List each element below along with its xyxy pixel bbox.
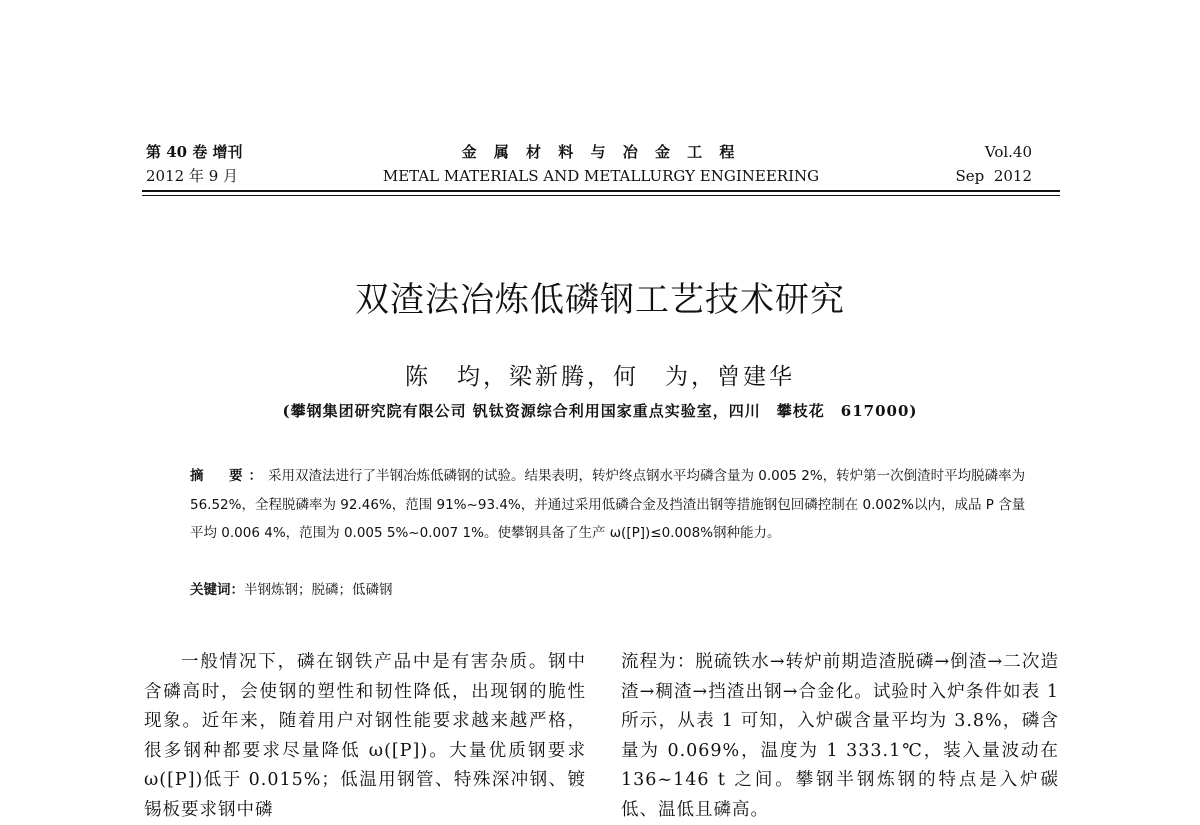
date-cn: 2012 年 9 月 (146, 167, 239, 185)
header-right (956, 140, 1032, 188)
keywords (190, 576, 1030, 604)
header-rule-thin (142, 195, 1060, 196)
keywords-label: 关键词： (190, 582, 244, 598)
date-en: Sep 2012 (955, 167, 1032, 185)
abstract-label: 摘 要： (190, 468, 268, 484)
header-rule-thick (142, 190, 1060, 192)
abstract-text: 采用双渣法进行了半钢冶炼低磷钢的试验。结果表明，转炉终点钢水平均磷含量为 0.005 2%，转炉第一次倒渣时平均脱磷率为 56.52%，全程脱磷率为 92.46%，范围 91%~93.4%，并通过采用低磷合金及挡渣出钢等措施钢包回磷控制在 0.002%以内，成品 P 含量平均 0.006 4%，范围为 0.005 5%~0.007 1%。使攀钢具备了生产 ω([P])≤0.008%钢种能力。 (190, 468, 1026, 541)
article-authors: 陈 均，梁新腾，何 为，曾建华 (405, 364, 795, 390)
abstract (190, 462, 1030, 548)
journal-name-cn: 金 属 材 料 与 冶 金 工 程 (461, 143, 741, 161)
journal-name-en: METAL MATERIALS AND METALLURGY ENGINEERING (382, 167, 820, 185)
journal-header (142, 140, 1060, 192)
volume-en: Vol.40 (984, 143, 1032, 161)
article-affiliation: (攀钢集团研究院有限公司 钒钛资源综合利用国家重点实验室，四川 攀枝花 617000) (282, 402, 918, 420)
header-center (142, 140, 1060, 188)
body-left-column: 一般情况下，磷在钢铁产品中是有害杂质。钢中含磷高时，会使钢的塑性和韧性降低，出现钢的脆性现象。近年来，随着用户对钢性能要求越来越严格，很多钢种都要求尽量降低 ω([P])。大量优质钢要求 ω([P])低于 0.015%；低温用钢管、特殊深冲钢、镀锡板要求钢中磷 (144, 652, 586, 820)
keywords-text: 半钢炼钢；脱磷；低磷钢 (244, 582, 393, 598)
body-right-column: 流程为：脱硫铁水→转炉前期造渣脱磷→倒渣→二次造渣→稠渣→挡渣出钢→合金化。试验时入炉条件如表 1 所示，从表 1 可知，入炉碳含量平均为 3.8%，磷含量为 0.069%，温度为 1 333.1℃，装入量波动在 136~146 t 之间。攀钢半钢炼钢的特点是入炉碳低、温低且磷高。 (621, 652, 1059, 820)
article-title: 双渣法冶炼低磷钢工艺技术研究 (355, 280, 845, 320)
volume-cn: 第 40 卷 增刊 (146, 143, 243, 161)
